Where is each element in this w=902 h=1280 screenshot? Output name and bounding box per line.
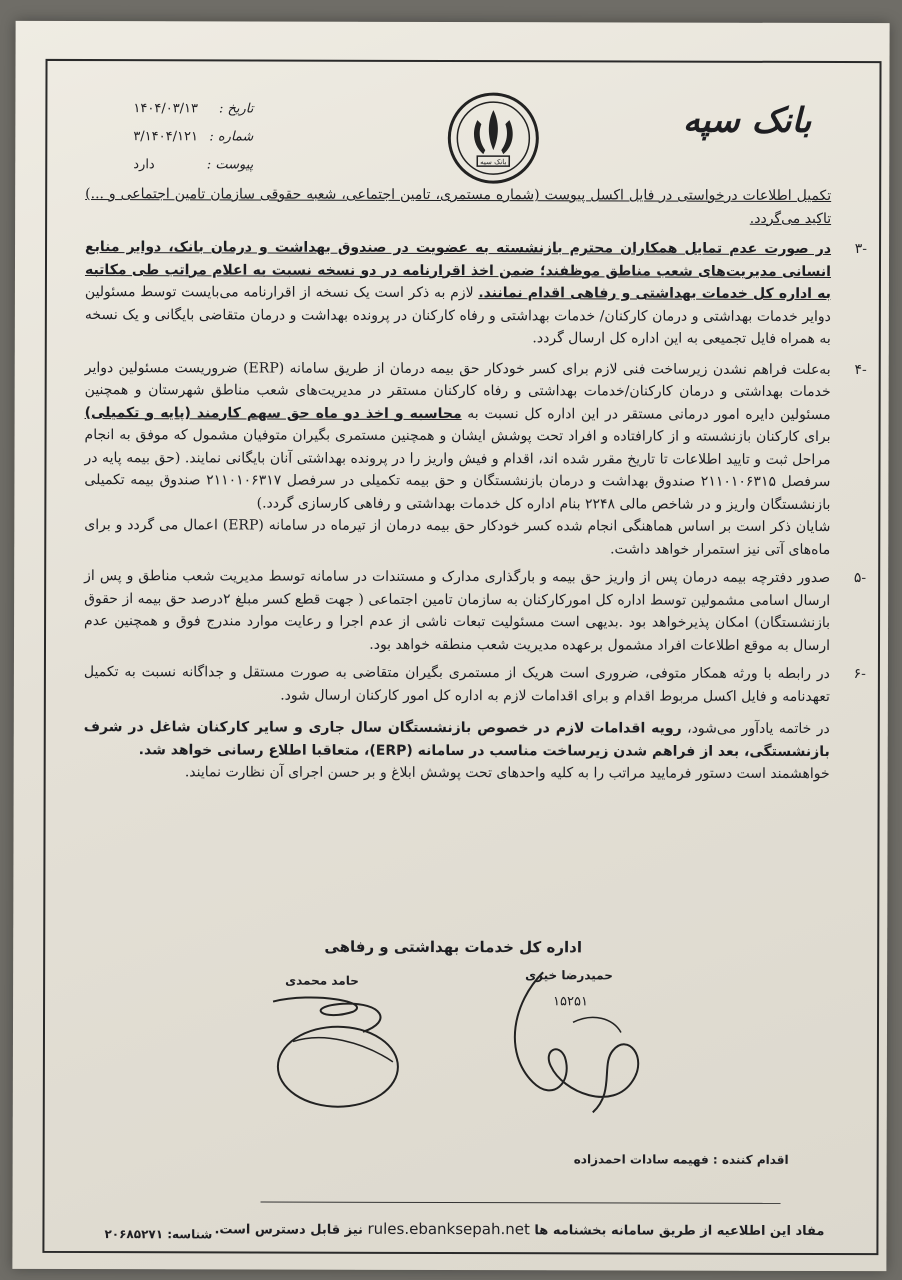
signature-1-mark	[503, 962, 663, 1132]
item-4-text-a: به‌علت فراهم نشدن زیرساخت فنی لازم برای کسر خودکار حق بیمه درمان از طریق سامانه (ERP) ضروریست مسئولین دوایر خدمات بهداشتی و درمان کارکنان/خدمات بهداشتی و رفاه کارکنان مستقر در مدیریت‌های شعب مناطق شهرستان و همچنین مسئولین دایره امور درمانی مستقر در این اداره کل نسبت به	[84, 359, 831, 423]
closing-bold: رویه اقدامات لازم در خصوص بازنشستگان سال جاری و سایر کارکنان شاغل در شرف بازنشستگی، بعد از فراهم شدن زیرساخت مناسب در سامانه (ERP)، متعاقبا اطلاع رسانی خواهد شد.	[83, 719, 830, 760]
item-3-text: لازم به ذکر است یک نسخه از اقرارنامه می‌بایست توسط مسئولین دوایر خدمات بهداشتی و درمان کارکنان/ خدمات بهداشتی و رفاه کارکنان در پرونده بهداشت و درمان متقاضی بایگانی و یک نسخه به همراه فایل تجمیعی به این اداره کل ارسال گردد.	[84, 284, 831, 347]
closing-paragraph	[84, 716, 830, 763]
item-3	[84, 236, 868, 350]
attachment-row	[133, 151, 253, 179]
footer-text-after: نیز قابل دسترس است.	[214, 1222, 363, 1238]
attachment-label: پیوست :	[206, 157, 254, 173]
signer-1-name: حمیدرضا خیری	[525, 968, 613, 983]
item-3-number: -۳	[854, 241, 868, 258]
item-3-bold: در صورت عدم تمایل همکاران محترم بازنشسته به عضویت در صندوق بهداشت و درمان بانک، دوایر منابع انسانی مدیریت‌های شعب مناطق موظفند؛ ضمن اخذ اقرارنامه در دو نسخه نسبت به اعلام مراتب طی مکاتبه به اداره کل خدمات بهداشتی و رفاهی اقدام نمانند.	[84, 239, 832, 302]
item-4-bold: محاسبه و اخذ دو ماه حق سهم کارمند (پایه و تکمیلی)	[84, 404, 462, 422]
number-value: ۳/۱۴۰۴/۱۲۱	[133, 129, 198, 145]
bank-logo-icon	[447, 92, 539, 184]
action-officer: اقدام کننده : فهیمه سادات احمدزاده	[573, 1152, 789, 1167]
number-label: شماره :	[209, 129, 254, 145]
item-6-number: -۶	[853, 666, 866, 683]
request-paragraph: خواهشمند است دستور فرمایید مراتب را به کلیه واحدهای تحت پوشش ابلاغ و بر حسن اجرای آن نظارت نمایند.	[184, 764, 830, 782]
item-6-text: در رابطه با ورثه همکار متوفی، ضروری است هریک از مستمری بگیران متقاضی به صورت مستقل و جداگانه نسبت به تکمیل تعهدنامه و فایل اکسل مربوط اقدام و برای اقدامات لازم به اداره کل امور کارکنان ارسال شود.	[83, 664, 830, 705]
item-4-text-b: برای کارکنان بازنشسته و از کارافتاده و افراد تحت پوشش ایشان و همچنین مستمری بگیران متوفیان مشمول که موفق به انجام مراحل ثبت و تایید اطلاعات تا تاریخ مقرر شده اند، اقدام و فیش واریز را در پرونده بهداشتی آنان بایگانی نمایند. (حق بیمه پایه در سرفصل ۲۱۱۰۱۰۶۳۱۵ صندوق بهداشت و درمان بازنشستگان و حق بیمه تکمیلی در سرفصل ۲۱۱۰۱۰۶۳۱۷ صندوق بیمه تکمیلی بازنشستگان واریز و در شاخص مالی ۲۲۴۸ بنام اداره کل خدمات بهداشتی و رفاهی کارسازی گردد.)	[84, 427, 831, 513]
attachment-value: دارد	[133, 157, 155, 173]
brand-title: بانک سپه	[682, 100, 812, 141]
item-4	[84, 357, 867, 516]
paragraph-top: تکمیل اطلاعات درخواستی در فایل اکسل پیوست (شماره مستمری، تامین اجتماعی، شعبه حقوقی سازمان تامین اجتماعی و ...) تاکید می‌گردد.	[85, 186, 832, 227]
date-row	[133, 95, 253, 123]
signer-2-name: حامد محمدی	[285, 973, 359, 988]
footer-text-before: مفاد این اطلاعیه از طریق سامانه بخشنامه ها	[534, 1223, 825, 1239]
date-value: ۱۴۰۴/۰۳/۱۳	[133, 101, 199, 117]
document-id	[104, 1227, 212, 1241]
footer-note	[214, 1219, 824, 1239]
document-id-value: ۲۰۶۸۵۲۷۱	[104, 1227, 164, 1242]
item-4-note: شایان ذکر است بر اساس هماهنگی انجام شده کسر خودکار حق بیمه درمان از تیرماه در سامانه (ERP) اعمال می گردد و برای ماه‌های آتی نیز استمرار خواهد داشت.	[84, 517, 831, 558]
letter-paper	[12, 21, 889, 1271]
item-5-text: صدور دفترچه بیمه درمان پس از واریز حق بیمه و بارگذاری مدارک و مستندات در سامانه توسط مدیریت شعب مناطق و پس از ارسال اسامی مشمولین توسط اداره کل امورکارکنان به سازمان تامین اجتماعی ( جهت قطع کسر مبلغ ۲درصد حق بیمه از حقوق بازنشستگان) امکان پذیرخواهد بود .بدیهی است مسئولیت تبعات ناشی از عدم اجرا و رعایت موارد مندرج فوق و همچنین عدم ارسال به موقع اطلاعات افراد مشمول برعهده مدیریت شعب منطقه خواهد بود.	[84, 568, 831, 654]
date-label: تاریخ :	[218, 101, 254, 117]
closing-text: در خاتمه یادآور می‌شود،	[681, 720, 830, 737]
document-id-label: شناسه:	[167, 1227, 213, 1242]
item-4-number: -۴	[854, 361, 867, 378]
letter-meta	[133, 95, 253, 179]
logo-caption: بانک سپه	[480, 158, 507, 167]
number-row	[133, 123, 253, 151]
signature-2-mark	[253, 981, 423, 1121]
department-name: اداره کل خدمات بهداشتی و رفاهی	[324, 937, 583, 957]
footer-url[interactable]: rules.ebanksepah.net	[367, 1219, 530, 1239]
signer-1-code: ۱۵۲۵۱	[553, 994, 589, 1010]
item-6	[83, 661, 866, 708]
item-5	[84, 565, 867, 657]
item-5-number: -۵	[853, 570, 867, 587]
letter-body	[83, 183, 868, 785]
